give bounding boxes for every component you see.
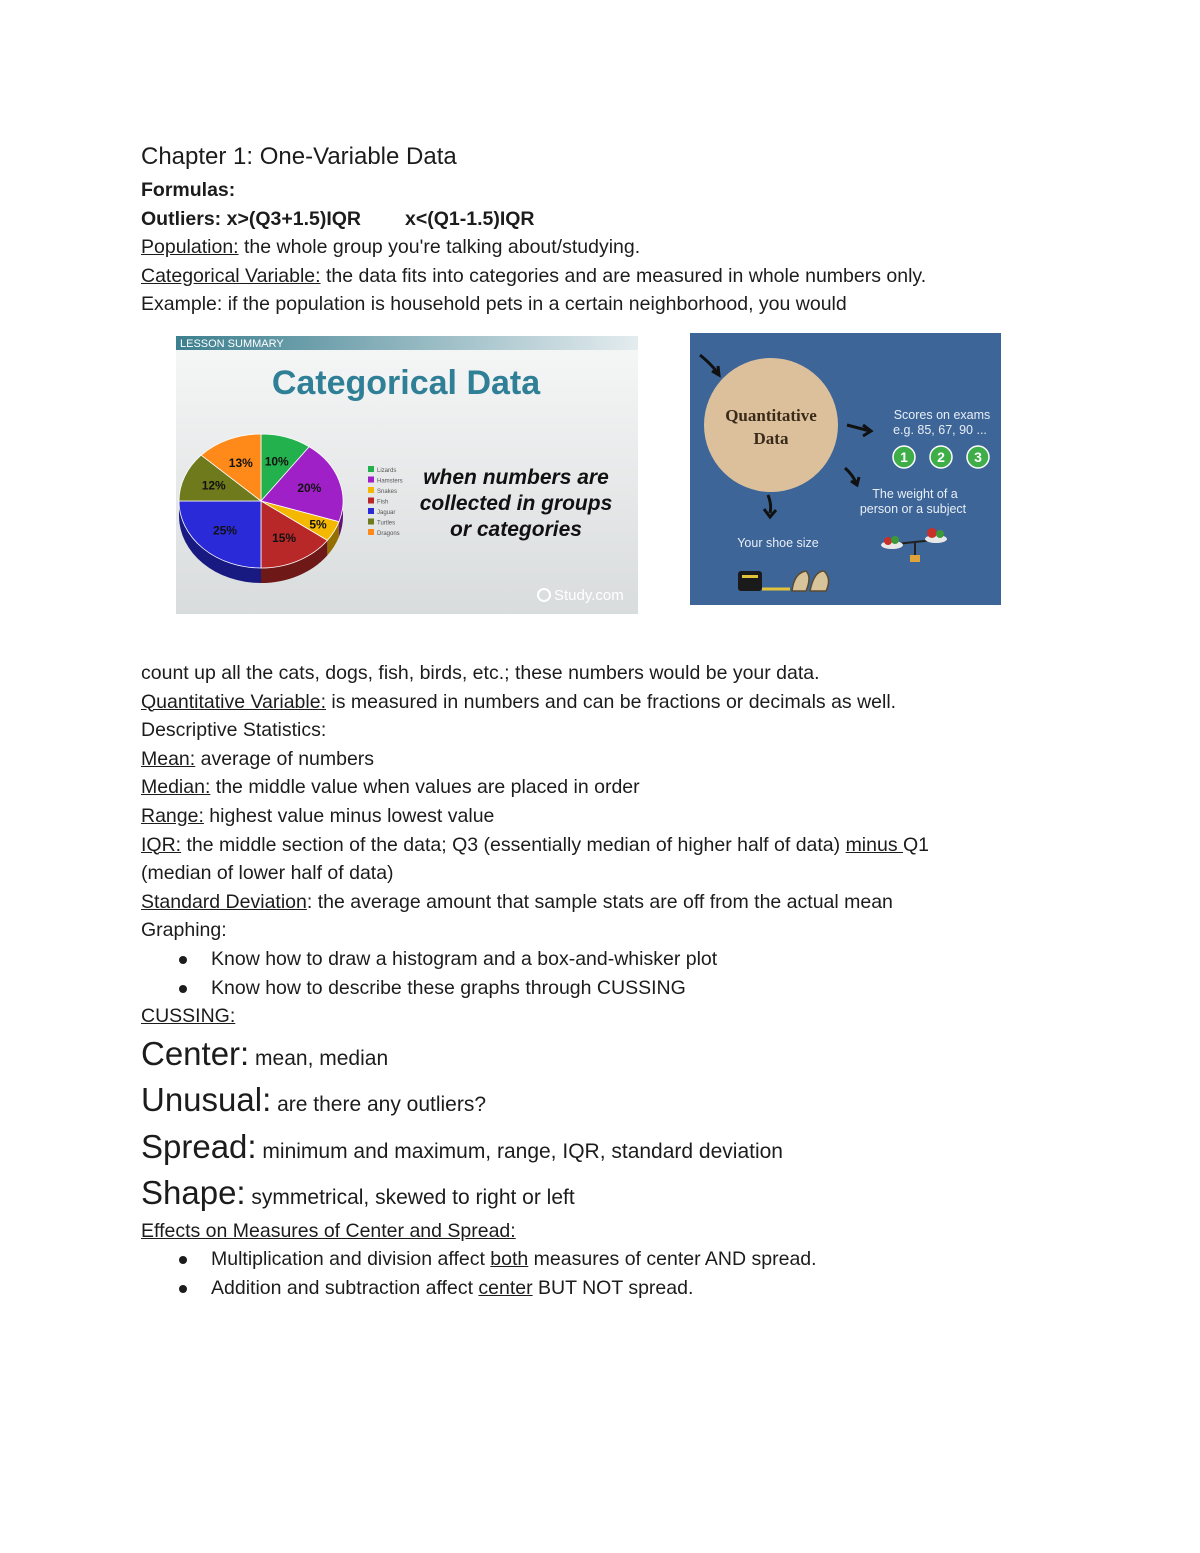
unusual-text: are there any outliers?: [271, 1093, 487, 1117]
lesson-summary-banner: LESSON SUMMARY: [180, 337, 284, 350]
chapter-title: Chapter 1: One-Variable Data: [141, 143, 457, 170]
exams-text-line-2: e.g. 85, 67, 90 ...: [893, 422, 987, 437]
quantitative-circle: [704, 358, 838, 492]
median-term: Median:: [141, 776, 211, 799]
legend-swatch: [368, 508, 374, 514]
sd-definition: [141, 888, 1041, 917]
legend-swatch: [368, 466, 374, 472]
exams-text-line-1: Scores on exams: [893, 407, 991, 422]
outlier-high-formula: x>(Q3+1.5)IQR: [226, 207, 362, 230]
mean-text: average of numbers: [195, 747, 375, 770]
categorical-term: Categorical Variable:: [141, 264, 321, 287]
categorical-data-image: [176, 336, 638, 614]
quantitative-definition: [141, 688, 1041, 717]
spread-term: Spread:: [141, 1127, 257, 1165]
watermark: Study.com: [554, 586, 624, 604]
median-definition: [141, 773, 1041, 802]
mean-definition: [141, 745, 1041, 774]
legend-swatch: [368, 529, 374, 535]
legend-label: Jaguar: [377, 509, 396, 516]
outliers-label: Outliers:: [141, 207, 222, 230]
legend-swatch: [368, 476, 374, 482]
formulas-label: Formulas:: [141, 179, 236, 201]
weight-text-line-1: The weight of a: [872, 486, 958, 501]
sd-term: Standard Deviation: [141, 890, 307, 913]
iqr-text: the middle section of the data; Q3 (essentially median of higher half of data): [181, 833, 846, 856]
legend-label: Turtles: [377, 520, 396, 527]
shape-term: Shape:: [141, 1174, 246, 1212]
median-text: the middle value when values are placed in order: [210, 776, 640, 799]
document-page: [141, 140, 1041, 1302]
pie-slice-label: 15%: [272, 530, 297, 545]
legend-label: Lizards: [377, 467, 397, 474]
effect1-emphasis: both: [490, 1248, 529, 1271]
exam-badges: [893, 446, 989, 468]
list-item: Know how to draw a histogram and a box-and-whisker plot: [141, 945, 1041, 974]
legend-swatch: [368, 487, 374, 493]
tagline-line-2: collected in groups: [419, 491, 613, 515]
shape-row: [141, 1170, 1041, 1217]
pie-slice-label: 25%: [213, 523, 238, 538]
categorical-heading: Categorical Data: [271, 363, 541, 402]
list-item: [141, 1245, 1041, 1274]
population-term: Population:: [141, 236, 239, 259]
iqr-minus: minus: [845, 833, 903, 856]
unusual-term: Unusual:: [141, 1081, 272, 1119]
example-continued: count up all the cats, dogs, fish, birds, etc.; these numbers would be your data.: [141, 661, 820, 684]
effect2-emphasis: center: [478, 1276, 533, 1299]
exam-badge-label: 3: [974, 448, 982, 465]
iqr-definition-cont: (median of lower half of data): [141, 862, 394, 885]
center-term: Center:: [141, 1034, 250, 1072]
graphing-list: [141, 945, 1041, 1002]
circle-text-line-1: Quantitative: [725, 405, 817, 425]
population-definition: [141, 233, 1041, 262]
range-term: Range:: [141, 804, 204, 827]
descriptive-statistics: Descriptive Statistics:: [141, 719, 327, 742]
iqr-q1: Q1: [903, 833, 930, 856]
effect2-text: Addition and subtraction affect: [211, 1276, 479, 1299]
exam-badge-label: 1: [900, 448, 908, 465]
effects-list: [141, 1245, 1041, 1302]
range-text: highest value minus lowest value: [203, 804, 495, 827]
pie-slice-label: 13%: [228, 455, 253, 470]
legend-label: Dragons: [377, 530, 400, 537]
sd-text: : the average amount that sample stats are off from the actual mean: [306, 890, 893, 913]
outlier-low-formula: x<(Q1-1.5)IQR: [405, 207, 535, 230]
effects-heading: Effects on Measures of Center and Spread:: [141, 1219, 516, 1242]
pie-chart: [179, 434, 343, 568]
weight-text-line-2: person or a subject: [859, 501, 967, 516]
center-text: mean, median: [249, 1046, 389, 1070]
outliers-formula: [141, 205, 1041, 234]
pie-slice-label: 12%: [201, 478, 226, 493]
exam-badge-label: 2: [937, 448, 945, 465]
graphing-label: Graphing:: [141, 919, 227, 942]
unusual-row: [141, 1077, 1041, 1124]
legend-label: Snakes: [377, 488, 398, 495]
example-text: Example: if the population is household pets in a certain neighborhood, you would: [141, 293, 847, 316]
legend-label: Hamsters: [377, 478, 403, 485]
pie-slice-label: 20%: [297, 481, 322, 496]
effect1-text-end: measures of center AND spread.: [528, 1248, 817, 1271]
population-text: the whole group you're talking about/studying.: [238, 236, 641, 259]
range-definition: [141, 802, 1041, 831]
quantitative-term: Quantitative Variable:: [141, 690, 326, 713]
tagline-line-3: or categories: [450, 517, 582, 541]
cussing-label: CUSSING:: [141, 1005, 236, 1028]
categorical-definition: [141, 262, 1041, 291]
list-item: [141, 1274, 1041, 1303]
circle-text-line-2: Data: [753, 428, 789, 448]
spread-row: [141, 1124, 1041, 1171]
effect1-text: Multiplication and division affect: [211, 1248, 491, 1271]
spread-text: minimum and maximum, range, IQR, standard deviation: [256, 1139, 783, 1163]
quantitative-text: is measured in numbers and can be fractions or decimals as well.: [326, 690, 897, 713]
legend-swatch: [368, 497, 374, 503]
pie-slice-label: 10%: [264, 454, 289, 469]
categorical-text: the data fits into categories and are measured in whole numbers only.: [320, 264, 927, 287]
legend-swatch: [368, 518, 374, 524]
figures-row: [141, 319, 1041, 659]
shoe-text: Your shoe size: [737, 535, 819, 550]
effect2-text-end: BUT NOT spread.: [532, 1276, 694, 1299]
iqr-term: IQR:: [141, 833, 182, 856]
legend-label: Fish: [377, 499, 389, 506]
center-row: [141, 1031, 1041, 1078]
quantitative-data-image: [690, 333, 1001, 605]
tagline-line-1: when numbers are: [423, 465, 609, 489]
list-item: Know how to describe these graphs through CUSSING: [141, 974, 1041, 1003]
iqr-definition: [141, 831, 1041, 860]
pie-slice-label: 5%: [309, 517, 327, 532]
shape-text: symmetrical, skewed to right or left: [245, 1186, 575, 1210]
mean-term: Mean:: [141, 747, 196, 770]
